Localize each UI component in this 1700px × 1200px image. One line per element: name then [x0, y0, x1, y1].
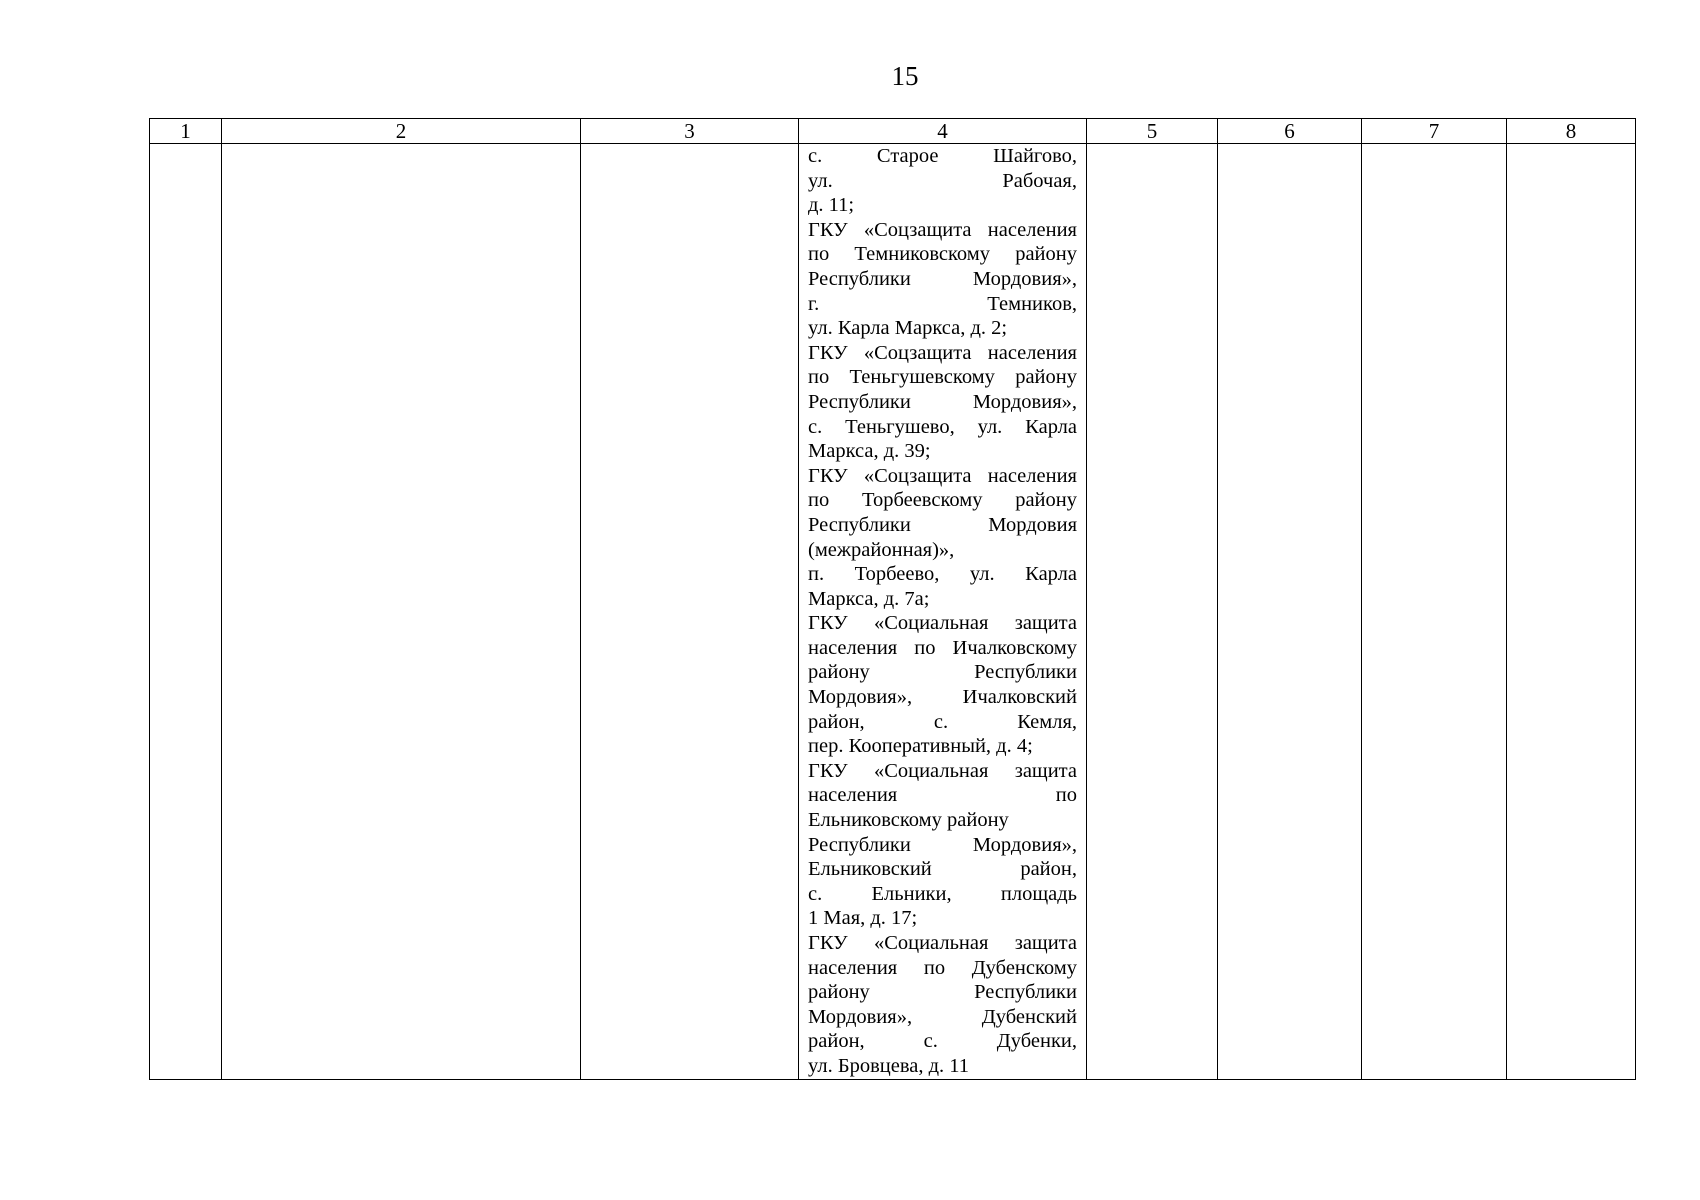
address-line: населения по Дубенскому: [808, 956, 1077, 979]
column-header-4: 4: [799, 119, 1087, 144]
address-line: по Торбеевскому району: [808, 489, 1077, 512]
address-line: с. Теньгушево, ул. Карла: [808, 415, 1077, 438]
address-line: Мордовия», Ичалковский: [808, 686, 1077, 709]
cell-column-2: [222, 144, 581, 1080]
address-line: ул. Карла Маркса, д. 2;: [808, 317, 1008, 340]
column-header-3: 3: [581, 119, 799, 144]
address-line: Ельниковскому району: [808, 809, 1009, 832]
address-line: Республики Мордовия: [808, 513, 1077, 536]
page-number: 15: [891, 61, 919, 91]
cell-column-1: [150, 144, 222, 1080]
address-line: ул. Рабочая,: [808, 169, 1077, 192]
cell-column-7: [1362, 144, 1507, 1080]
column-header-1: 1: [150, 119, 222, 144]
address-line: п. Торбеево, ул. Карла: [808, 563, 1077, 586]
address-line: населения по Ичалковскому: [808, 636, 1077, 659]
address-line: ГКУ «Социальная защита: [808, 759, 1077, 782]
column-header-5: 5: [1087, 119, 1218, 144]
address-line: Ельниковский район,: [808, 858, 1077, 881]
address-line: ГКУ «Соцзащита населения: [808, 464, 1077, 487]
address-line: г. Темников,: [808, 292, 1077, 315]
document-table: [149, 118, 1636, 1080]
address-line: 1 Мая, д. 17;: [808, 907, 918, 930]
address-line: с. Ельники, площадь: [808, 882, 1077, 905]
address-line: пер. Кооперативный, д. 4;: [808, 735, 1033, 758]
address-line: Республики Мордовия»,: [808, 390, 1077, 413]
column-header-8: 8: [1507, 119, 1636, 144]
address-line: ГКУ «Социальная защита: [808, 932, 1077, 954]
address-line: район, с. Кемля,: [808, 710, 1077, 733]
cell-column-8: [1507, 144, 1636, 1080]
address-line: району Республики: [808, 661, 1077, 684]
cell-column-3: [581, 144, 799, 1080]
header-row: [150, 119, 1636, 144]
address-line: населения по: [808, 784, 1077, 807]
address-line: ГКУ «Соцзащита населения: [808, 341, 1077, 364]
address-line: Маркса, д. 7а;: [808, 587, 930, 610]
address-line: по Теньгушевскому району: [808, 366, 1077, 389]
table-row: [150, 144, 1636, 1080]
address-line: Республики Мордовия»,: [808, 833, 1077, 856]
column-header-7: 7: [1362, 119, 1507, 144]
cell-column-6: [1218, 144, 1362, 1080]
address-line: ул. Бровцева, д. 11: [808, 1054, 970, 1077]
cell-column-4-addresses: [799, 144, 1087, 1080]
address-line: с. Старое Шайгово,: [808, 145, 1077, 167]
address-line: по Темниковскому району: [808, 243, 1077, 266]
address-line: ГКУ «Соцзащита населения: [808, 218, 1077, 241]
address-line: Мордовия», Дубенский: [808, 1005, 1077, 1028]
address-line: ГКУ «Социальная защита: [808, 612, 1077, 635]
column-header-2: 2: [222, 119, 581, 144]
cell-column-5: [1087, 144, 1218, 1080]
column-header-6: 6: [1218, 119, 1362, 144]
address-line: район, с. Дубенки,: [808, 1030, 1077, 1053]
address-line: Республики Мордовия»,: [808, 267, 1077, 290]
address-line: д. 11;: [808, 194, 855, 217]
address-line: Маркса, д. 39;: [808, 440, 931, 463]
address-line: району Республики: [808, 981, 1077, 1004]
address-line: (межрайонная)»,: [808, 538, 955, 561]
